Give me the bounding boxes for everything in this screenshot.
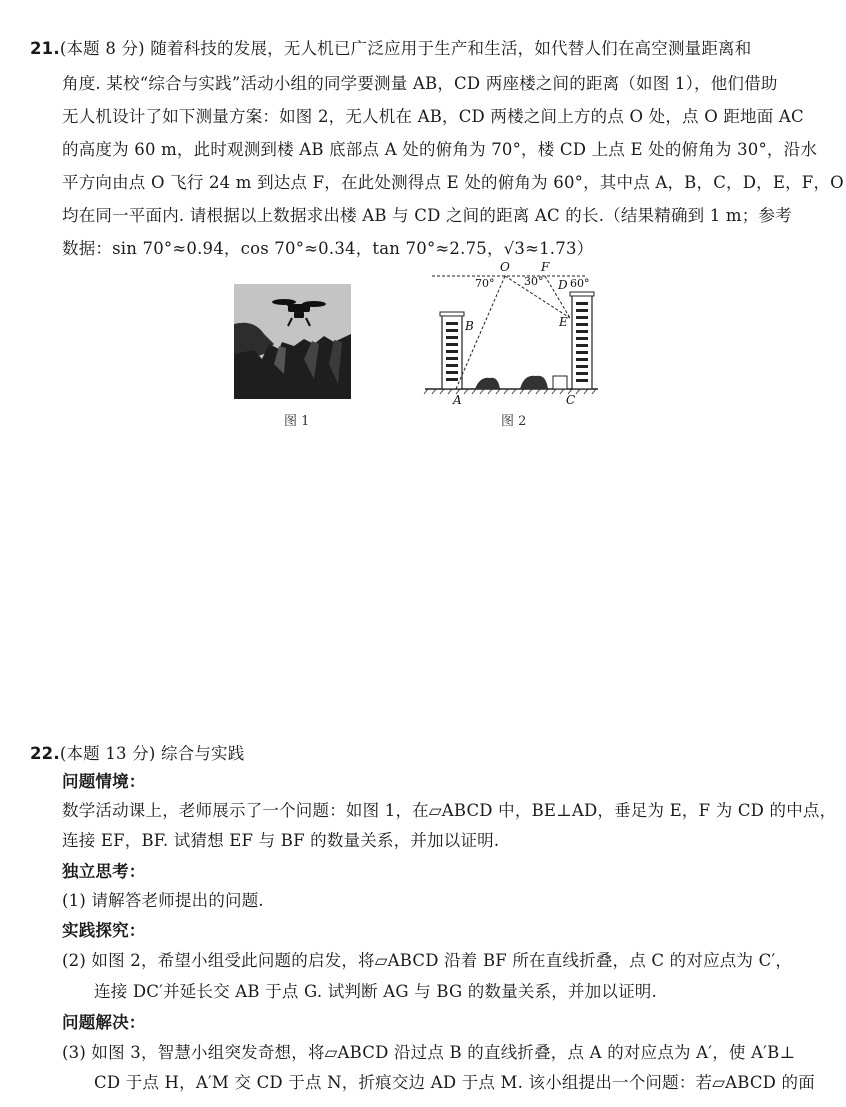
- building-cd: [570, 292, 594, 389]
- figure2-caption: 图 2: [501, 414, 527, 429]
- q21-line-7: 数据：sin 70°≈0.94，cos 70°≈0.34，tan 70°≈2.75，√3≈1.73）: [62, 239, 594, 258]
- q22-header-line: [30, 744, 244, 764]
- q22-section-explore: 实践探究：: [62, 921, 146, 940]
- q22-situation-line-1: 数学活动课上，老师展示了一个问题：如图 1，在▱ABCD 中，BE⊥AD，垂足为 E，F 为 CD 的中点，: [62, 801, 837, 820]
- building-ab: [440, 312, 464, 389]
- angle-60-label: 60°: [570, 277, 590, 290]
- q22-section-think: 独立思考：: [62, 862, 146, 881]
- q22-solve-line-2: CD 于点 H，A′M 交 CD 于点 N，折痕交边 AD 于点 M. 该小组提出一个问题：若▱ABCD 的面: [94, 1073, 815, 1092]
- figure1-caption: 图 1: [284, 414, 310, 429]
- q22-think-line-1: (1) 请解答老师提出的问题.: [62, 891, 264, 910]
- q21-line-6: 均在同一平面内. 请根据以上数据求出楼 AB 与 CD 之间的距离 AC 的长.（结果精确到 1 m；参考: [62, 206, 792, 225]
- q21-number: 21.: [30, 39, 60, 58]
- q22-situation-line-2: 连接 EF，BF. 试猜想 EF 与 BF 的数量关系，并加以证明.: [62, 831, 500, 850]
- q22-explore-line-2: 连接 DC′并延长交 AB 于点 G. 试判断 AG 与 BG 的数量关系，并加以证明.: [94, 982, 657, 1001]
- q22-section-situation: 问题情境：: [62, 772, 146, 791]
- q22-explore-line-1: (2) 如图 2，希望小组受此问题的启发，将▱ABCD 沿着 BF 所在直线折叠，点 C 的对应点为 C′，: [62, 951, 793, 970]
- label-a: A: [453, 393, 462, 407]
- q21-line-2: 角度. 某校“综合与实践”活动小组的同学要测量 AB，CD 两座楼之间的距离（如图 1），他们借助: [62, 74, 778, 93]
- q21-line-4: 的高度为 60 m，此时观测到楼 AB 底部点 A 处的俯角为 70°，楼 CD 上点 E 处的俯角为 30°，沿水: [62, 140, 818, 159]
- label-e: E: [559, 315, 568, 329]
- q22-number: 22.: [30, 744, 60, 763]
- label-o: O: [500, 260, 510, 274]
- q22-solve-line-1: (3) 如图 3，智慧小组突发奇想，将▱ABCD 沿过点 B 的直线折叠，点 A 的对应点为 A′，使 A′B⊥: [62, 1043, 796, 1062]
- label-d: D: [558, 278, 568, 292]
- drone-photo: [234, 284, 351, 399]
- q21-line-5: 平方向由点 O 飞行 24 m 到达点 F，在此处测得点 E 处的俯角为 60°，其中点 A，B，C，D，E，F，O: [62, 173, 844, 192]
- drone-photo-art: [234, 284, 351, 399]
- q21-line-1: [30, 39, 751, 59]
- angle-70-label: 70°: [475, 277, 495, 290]
- q21-line-3: 无人机设计了如下测量方案：如图 2，无人机在 AB，CD 两楼之间上方的点 O 处，点 O 距地面 AC: [62, 107, 804, 126]
- figure2-diagram: [420, 258, 600, 408]
- label-c: C: [566, 393, 576, 407]
- angle-30-label: 30°: [524, 275, 544, 288]
- q21-text-1: (本题 8 分) 随着科技的发展，无人机已广泛应用于生产和生活，如代替人们在高空测量距离和: [59, 39, 752, 58]
- label-f: F: [541, 260, 550, 274]
- q22-header: (本题 13 分) 综合与实践: [59, 744, 245, 763]
- q22-section-solve: 问题解决：: [62, 1013, 146, 1032]
- label-b: B: [465, 319, 474, 333]
